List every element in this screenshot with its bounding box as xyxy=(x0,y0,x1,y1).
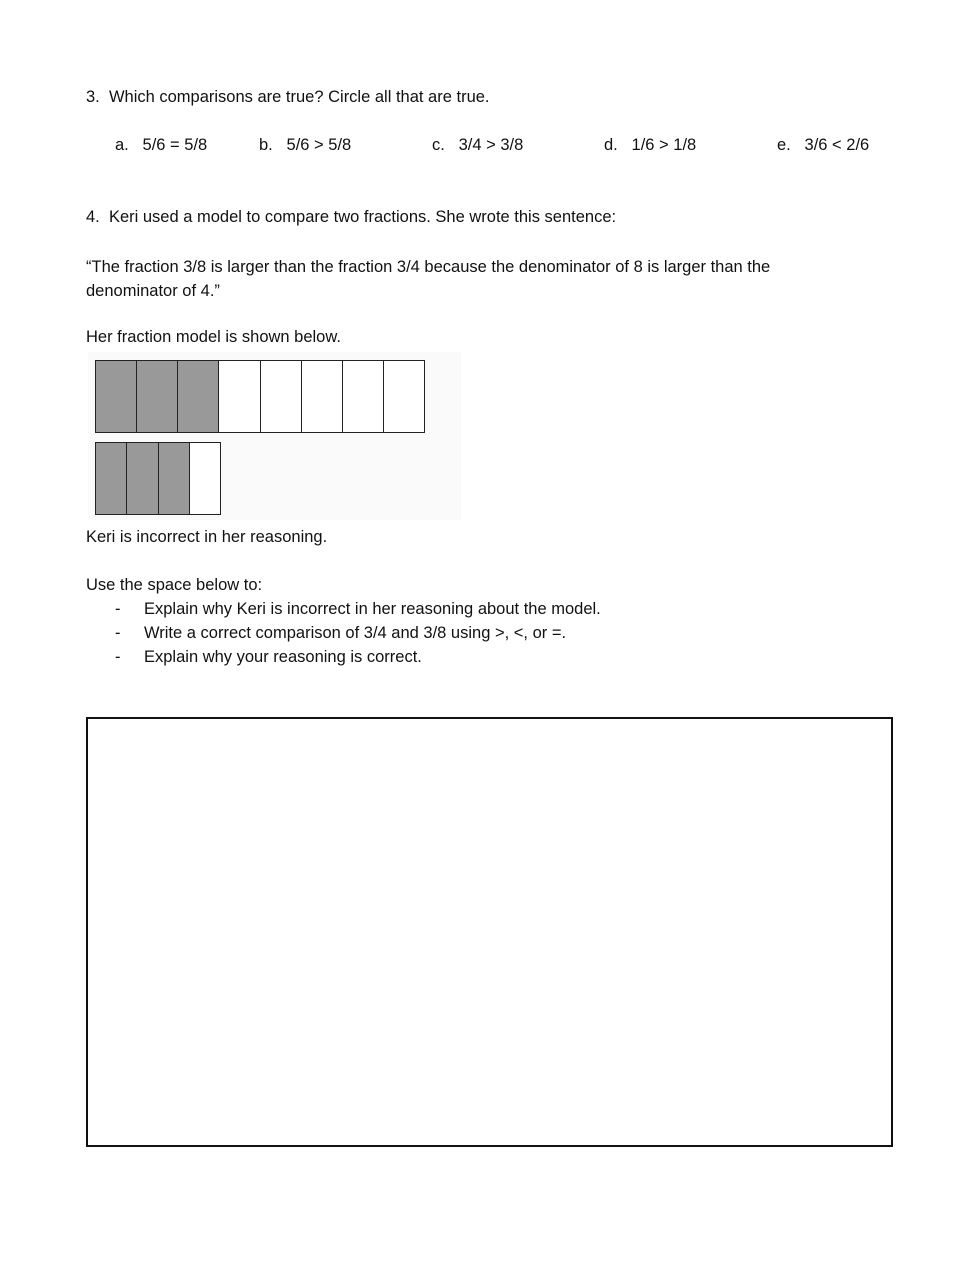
instruction-bullet-2 xyxy=(115,623,566,643)
question-4-prompt xyxy=(86,207,616,227)
unshaded-part xyxy=(384,361,424,432)
choice-a-text: 5/6 = 5/8 xyxy=(142,136,208,154)
unshaded-part xyxy=(190,443,220,514)
choice-b-text: 5/6 > 5/8 xyxy=(286,136,352,154)
instruction-text: Write a correct comparison of 3/4 and 3/8 using >, <, or =. xyxy=(144,624,567,642)
shaded-part xyxy=(178,361,219,432)
question-3-prompt xyxy=(86,87,490,107)
choice-e[interactable] xyxy=(777,135,869,155)
bullet-dash: - xyxy=(115,600,121,618)
question-4-text: Keri used a model to compare two fractions. She wrote this sentence: xyxy=(108,208,617,226)
fraction-bar-eighths xyxy=(95,360,425,433)
choice-e-letter: e. xyxy=(777,136,791,154)
choice-a[interactable] xyxy=(115,135,207,155)
fraction-bar-fourths xyxy=(95,442,221,515)
shaded-part xyxy=(127,443,158,514)
question-3-text: Which comparisons are true? Circle all that are true. xyxy=(108,88,490,106)
bullet-dash: - xyxy=(115,624,121,642)
question-4-number: 4. xyxy=(86,208,100,226)
choice-d[interactable] xyxy=(604,135,696,155)
unshaded-part xyxy=(343,361,384,432)
keri-quote: “The fraction 3/8 is larger than the fraction 3/4 because the denominator of 8 is larger than the denominator of 4.” xyxy=(86,258,771,300)
choice-c-text: 3/4 > 3/8 xyxy=(458,136,524,154)
choice-c-letter: c. xyxy=(432,136,445,154)
fraction-model xyxy=(88,352,461,520)
incorrect-statement: Keri is incorrect in her reasoning. xyxy=(86,528,328,546)
answer-box[interactable] xyxy=(86,717,893,1147)
instructions-title: Use the space below to: xyxy=(86,576,263,594)
shaded-part xyxy=(159,443,190,514)
instruction-bullet-1 xyxy=(115,599,601,619)
instruction-text: Explain why your reasoning is correct. xyxy=(144,648,422,666)
bullet-dash: - xyxy=(115,648,121,666)
choice-b-letter: b. xyxy=(259,136,273,154)
choice-c[interactable] xyxy=(432,135,523,155)
unshaded-part xyxy=(261,361,302,432)
choice-b[interactable] xyxy=(259,135,351,155)
choice-e-text: 3/6 < 2/6 xyxy=(804,136,870,154)
shaded-part xyxy=(137,361,178,432)
instruction-bullet-3 xyxy=(115,647,422,667)
unshaded-part xyxy=(219,361,260,432)
unshaded-part xyxy=(302,361,343,432)
choice-d-text: 1/6 > 1/8 xyxy=(631,136,697,154)
choice-d-letter: d. xyxy=(604,136,618,154)
shaded-part xyxy=(96,443,127,514)
model-intro: Her fraction model is shown below. xyxy=(86,328,341,346)
instruction-text: Explain why Keri is incorrect in her reasoning about the model. xyxy=(144,600,601,618)
question-3-number: 3. xyxy=(86,88,100,106)
shaded-part xyxy=(96,361,137,432)
choice-a-letter: a. xyxy=(115,136,129,154)
